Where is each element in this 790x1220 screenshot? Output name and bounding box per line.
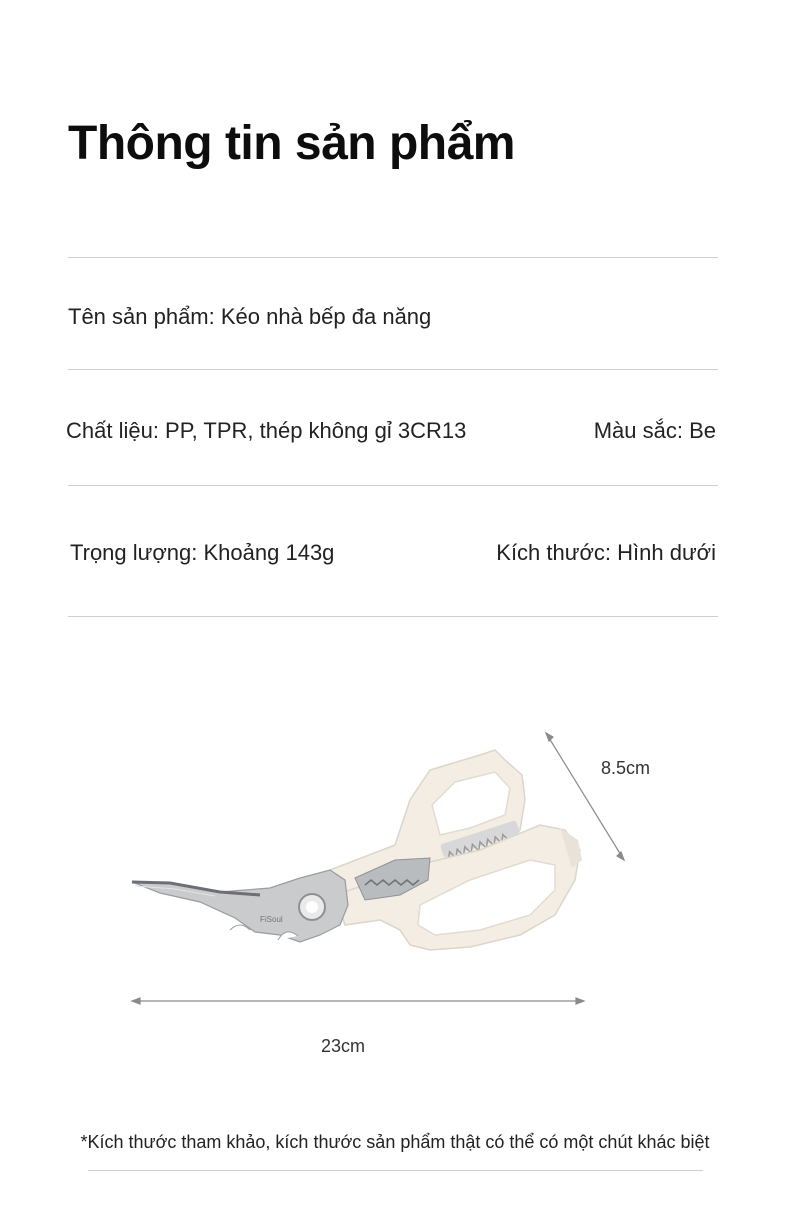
divider (88, 1170, 703, 1171)
spec-color: Màu sắc: Be (593, 418, 716, 443)
spec-size: Kích thước: Hình dưới (496, 540, 716, 565)
footnote: *Kích thước tham khảo, kích thước sản phẩm thật có thể có một chút khác biệt (80, 1132, 710, 1152)
brand-mark: FiSoul (260, 915, 283, 924)
length-dimension-arrow (132, 998, 584, 1004)
spec-material: Chất liệu: PP, TPR, thép không gỉ 3CR13 (66, 418, 467, 443)
spec-product-name: Tên sản phẩm: Kéo nhà bếp đa năng (68, 304, 432, 329)
page-title: Thông tin sản phẩm (68, 117, 515, 170)
spec-weight: Trọng lượng: Khoảng 143g (70, 540, 335, 565)
height-label: 8.5cm (601, 758, 651, 778)
length-label: 23cm (321, 1036, 366, 1056)
blade (132, 870, 348, 942)
